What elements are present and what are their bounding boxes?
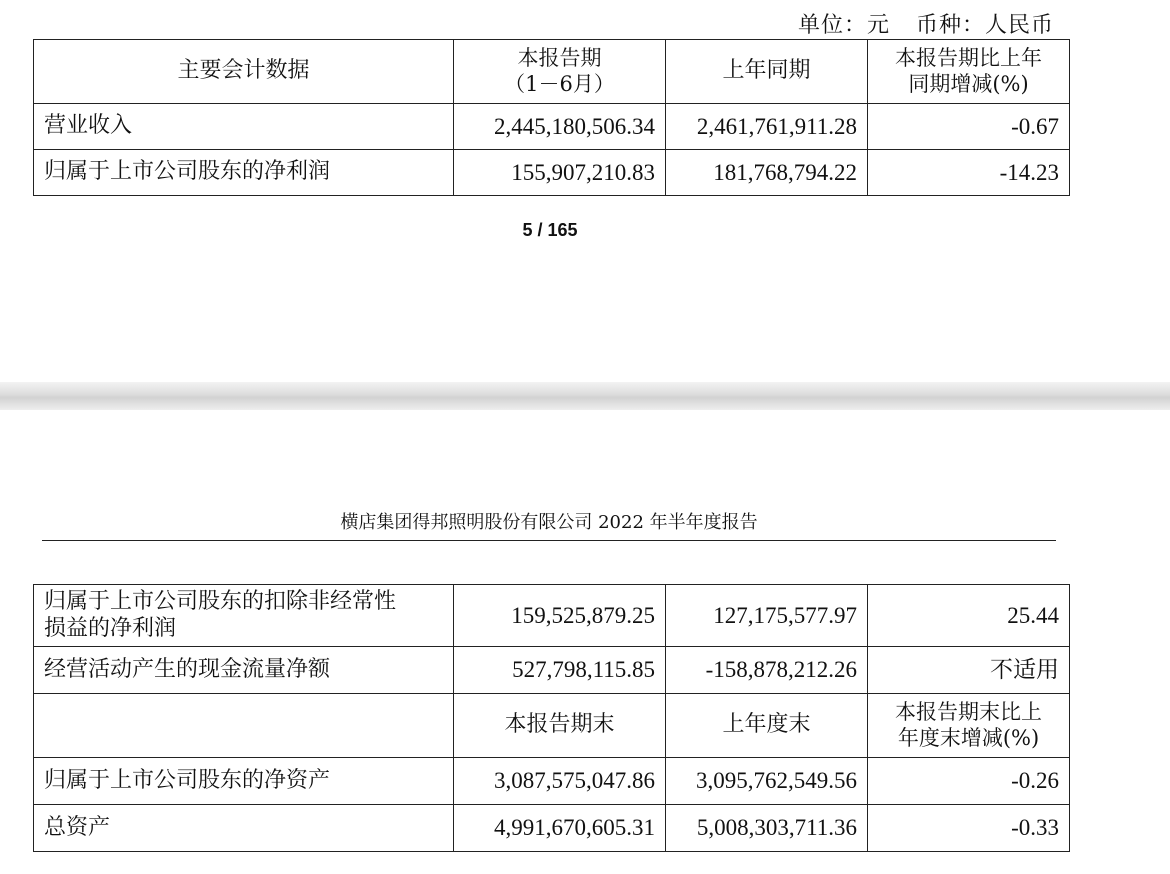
currency-label: 币种：人民币: [915, 13, 1054, 38]
row-label-line2: 损益的净利润: [44, 615, 177, 641]
row-current-value: 155,907,210.83: [454, 150, 666, 196]
table-header-row: [34, 40, 1070, 104]
table-row: [34, 104, 1070, 150]
subheader-cell-prior-year-end: 上年度末: [666, 694, 868, 758]
header-change-line2: 同期增减(%): [908, 71, 1029, 96]
row-label: 总资产: [34, 805, 454, 852]
row-label-line1: 归属于上市公司股东的扣除非经常性: [44, 589, 397, 615]
key-accounting-data-table: [33, 39, 1070, 196]
row-current-value: 2,445,180,506.34: [454, 104, 666, 150]
row-label: 经营活动产生的现金流量净额: [34, 647, 454, 694]
subheader-cell-period-end: 本报告期末: [454, 694, 666, 758]
row-previous-value: 3,095,762,549.56: [666, 758, 868, 805]
subheader-cell-item: [34, 694, 454, 758]
table-row: [34, 585, 1070, 647]
row-current-value: 159,525,879.25: [454, 585, 666, 647]
table-row: [34, 150, 1070, 196]
header-cell-prior-period: 上年同期: [666, 40, 868, 104]
header-cell-change: [868, 40, 1070, 104]
row-change-value: 不适用: [868, 647, 1070, 694]
header-cell-item: 主要会计数据: [34, 40, 454, 104]
header-change-line1: 本报告期比上年: [895, 46, 1042, 71]
row-change-value: 25.44: [868, 585, 1070, 647]
row-change-value: -0.26: [868, 758, 1070, 805]
row-previous-value: 181,768,794.22: [666, 150, 868, 196]
row-label: 归属于上市公司股东的净利润: [34, 150, 454, 196]
table-row: [34, 647, 1070, 694]
subheader-change-line2: 年度末增减(%): [897, 725, 1040, 750]
row-label: [34, 585, 454, 647]
row-previous-value: 2,461,761,911.28: [666, 104, 868, 150]
row-change-value: -0.67: [868, 104, 1070, 150]
page-number: 5 / 165: [522, 220, 578, 240]
row-previous-value: 5,008,303,711.36: [666, 805, 868, 852]
table-row: [34, 805, 1070, 852]
subheader-cell-change: [868, 694, 1070, 758]
row-label: 营业收入: [34, 104, 454, 150]
header-current-line1: 本报告期: [517, 46, 602, 71]
subheader-change-line1: 本报告期末比上: [895, 700, 1042, 725]
unit-currency-note: [798, 8, 1054, 39]
row-change-value: -14.23: [868, 150, 1070, 196]
row-previous-value: -158,878,212.26: [666, 647, 868, 694]
header-current-line2: （1－6月）: [504, 71, 615, 96]
row-current-value: 4,991,670,605.31: [454, 805, 666, 852]
report-running-header: 横店集团得邦照明股份有限公司 2022 年半年度报告: [42, 508, 1056, 541]
header-cell-current-period: [454, 40, 666, 104]
row-current-value: 527,798,115.85: [454, 647, 666, 694]
row-change-value: -0.33: [868, 805, 1070, 852]
page-separator: [0, 382, 1170, 410]
table-row: [34, 758, 1070, 805]
row-previous-value: 127,175,577.97: [666, 585, 868, 647]
unit-label: 单位：元: [797, 13, 890, 38]
key-accounting-data-table-continued: [33, 584, 1070, 852]
row-label: 归属于上市公司股东的净资产: [34, 758, 454, 805]
row-current-value: 3,087,575,047.86: [454, 758, 666, 805]
table-subheader-row: [34, 694, 1070, 758]
